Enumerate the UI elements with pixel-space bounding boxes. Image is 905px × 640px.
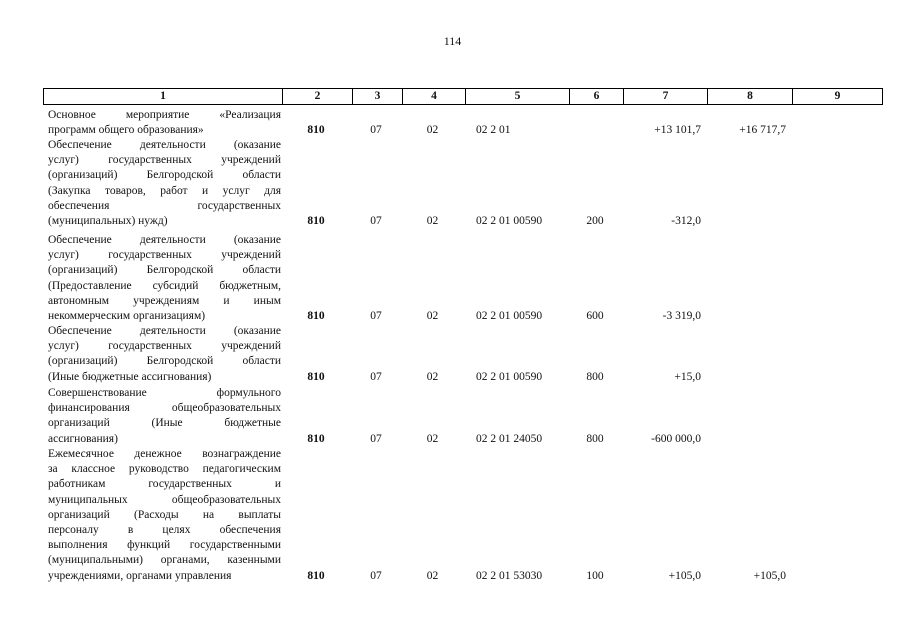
cell-c8: +105,0 bbox=[753, 569, 786, 582]
description-line: муниципальных общеобразовательных bbox=[48, 493, 281, 506]
description-line: (организаций) Белгородской области bbox=[48, 355, 281, 368]
cell-c3: 07 bbox=[370, 215, 382, 228]
cell-c4: 02 bbox=[426, 432, 439, 445]
table-row bbox=[43, 447, 883, 584]
cell-c7: -600 000,0 bbox=[651, 432, 701, 445]
cell-c4: 02 bbox=[426, 569, 439, 582]
cell-c2: 810 bbox=[307, 310, 325, 323]
row-description bbox=[48, 233, 281, 324]
table-row bbox=[43, 108, 883, 138]
description-line: работникам государственных и bbox=[48, 478, 281, 491]
description-line: (муниципальными) органами, казенными bbox=[48, 554, 281, 567]
description-line: выполнения функций государственными bbox=[48, 539, 281, 552]
description-line: услуг) государственных учреждений bbox=[48, 249, 281, 262]
description-line: персоналу в целях обеспечения bbox=[48, 524, 281, 537]
description-line: услуг) государственных учреждений bbox=[48, 154, 281, 167]
description-line: Обеспечение деятельности (оказание bbox=[48, 234, 281, 246]
cell-c7: +105,0 bbox=[668, 569, 701, 582]
header-col-1: 1 bbox=[160, 90, 166, 102]
header-col-9: 9 bbox=[792, 89, 882, 104]
row-description bbox=[48, 386, 281, 447]
cell-c3: 07 bbox=[370, 370, 382, 383]
cell-c2: 810 bbox=[307, 124, 325, 137]
page-number: 114 bbox=[443, 34, 462, 48]
description-line: Основное мероприятие «Реализация bbox=[48, 109, 281, 121]
cell-c6: 100 bbox=[586, 569, 604, 582]
table-row bbox=[43, 233, 883, 324]
header-col-2: 2 bbox=[282, 89, 352, 104]
description-line: финансирования общеобразовательных bbox=[48, 402, 281, 415]
cell-c7: +15,0 bbox=[674, 370, 701, 383]
row-description bbox=[48, 324, 281, 385]
description-line: организаций (Расходы на выплаты bbox=[48, 508, 281, 521]
cell-c5: 02 2 01 00590 bbox=[476, 310, 543, 323]
description-line: программ общего образования» bbox=[48, 124, 204, 137]
row-description bbox=[48, 108, 281, 138]
description-line: (Иные бюджетные ассигнования) bbox=[48, 370, 212, 383]
cell-c5: 02 2 01 00590 bbox=[476, 215, 543, 228]
description-line: (организаций) Белгородской области bbox=[48, 169, 281, 182]
header-col-7: 7 bbox=[623, 89, 707, 104]
cell-c6: 600 bbox=[586, 310, 604, 323]
cell-c6: 800 bbox=[586, 370, 604, 383]
description-line: некоммерческим организациям) bbox=[48, 310, 206, 323]
description-line: автономным учреждениям и иным bbox=[48, 294, 281, 307]
row-description bbox=[48, 447, 281, 584]
description-line: (Закупка товаров, работ и услуг для bbox=[48, 184, 281, 197]
cell-c5: 02 2 01 53030 bbox=[476, 569, 543, 582]
cell-c3: 07 bbox=[370, 432, 382, 445]
description-line: за классное руководство педагогическим bbox=[48, 463, 281, 476]
header-col-3: 3 bbox=[352, 89, 402, 104]
cell-c6: 800 bbox=[586, 432, 604, 445]
table-row bbox=[43, 138, 883, 229]
cell-c5: 02 2 01 00590 bbox=[476, 370, 543, 383]
cell-c5: 02 2 01 24050 bbox=[476, 432, 543, 445]
description-line: Обеспечение деятельности (оказание bbox=[48, 139, 281, 151]
description-line: (Предоставление субсидий бюджетным, bbox=[48, 279, 281, 292]
table-header bbox=[43, 88, 883, 105]
cell-c2: 810 bbox=[307, 215, 325, 228]
cell-c7: +13 101,7 bbox=[654, 124, 701, 137]
row-description bbox=[48, 138, 281, 229]
cell-c3: 07 bbox=[370, 569, 382, 582]
cell-c3: 07 bbox=[370, 310, 382, 323]
description-line: организаций (Иные бюджетные bbox=[48, 417, 281, 430]
description-line: Обеспечение деятельности (оказание bbox=[48, 325, 281, 337]
header-col-4: 4 bbox=[402, 89, 465, 104]
cell-c8: +16 717,7 bbox=[739, 124, 786, 137]
cell-c4: 02 bbox=[426, 215, 439, 228]
cell-c2: 810 bbox=[307, 370, 325, 383]
header-col-5: 5 bbox=[465, 89, 569, 104]
header-col-8: 8 bbox=[707, 89, 792, 104]
cell-c4: 02 bbox=[426, 124, 439, 137]
cell-c4: 02 bbox=[426, 310, 439, 323]
cell-c5: 02 2 01 bbox=[476, 124, 511, 137]
cell-c3: 07 bbox=[370, 124, 382, 137]
description-line: услуг) государственных учреждений bbox=[48, 340, 281, 353]
description-line: учреждениями, органами управления bbox=[48, 569, 232, 582]
cell-c4: 02 bbox=[426, 370, 439, 383]
description-line: обеспечения государственных bbox=[48, 199, 281, 212]
description-line: ассигнования) bbox=[48, 432, 118, 445]
description-line: Совершенствование формульного bbox=[48, 387, 281, 399]
cell-c7: -312,0 bbox=[671, 215, 701, 228]
cell-c2: 810 bbox=[307, 569, 325, 582]
table-row bbox=[43, 386, 883, 447]
description-line: (организаций) Белгородской области bbox=[48, 264, 281, 277]
cell-c7: -3 319,0 bbox=[662, 310, 701, 323]
table-row bbox=[43, 324, 883, 385]
cell-c6: 200 bbox=[586, 215, 604, 228]
cell-c2: 810 bbox=[307, 432, 325, 445]
description-line: (муниципальных) нужд) bbox=[48, 215, 168, 228]
header-col-6: 6 bbox=[569, 89, 623, 104]
description-line: Ежемесячное денежное вознаграждение bbox=[48, 448, 281, 460]
